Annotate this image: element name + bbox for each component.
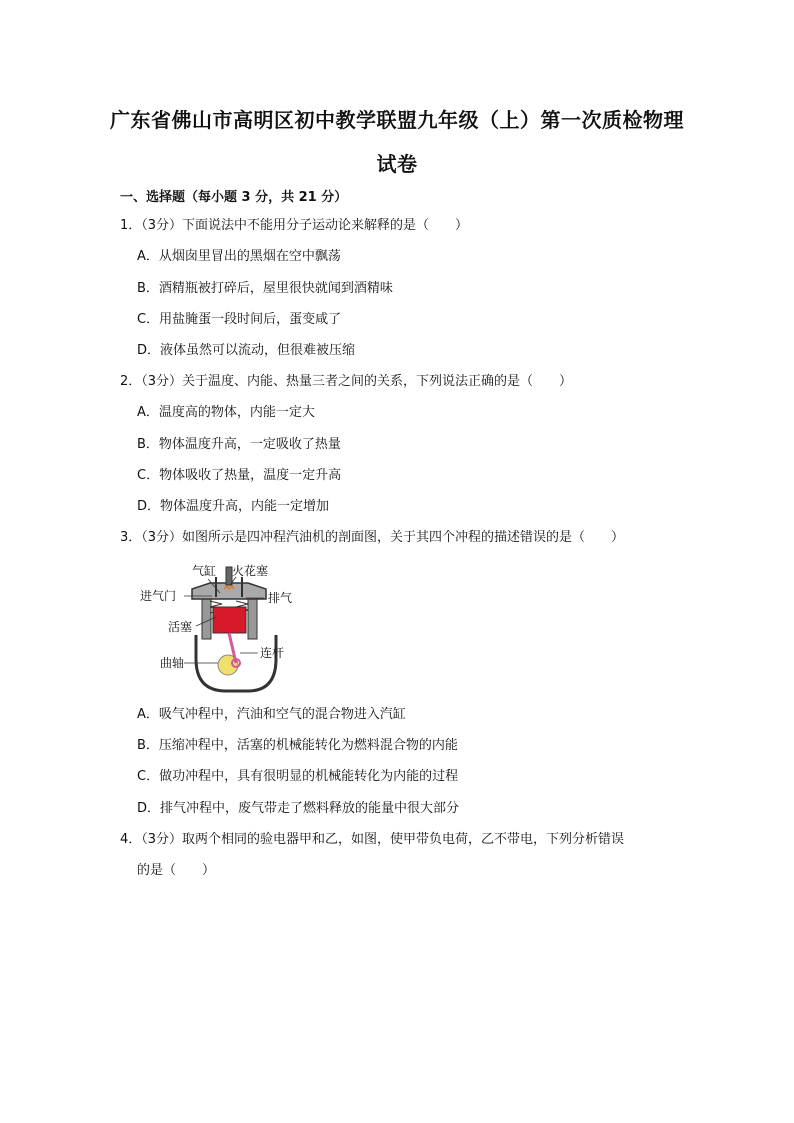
q2-option-d: D．物体温度升高，内能一定增加 bbox=[137, 499, 330, 514]
q2-option-b: B．物体温度升高，一定吸收了热量 bbox=[137, 437, 341, 452]
label-exhaust: 排气 bbox=[268, 591, 293, 605]
q3-option-b: B．压缩冲程中，活塞的机械能转化为燃料混合物的内能 bbox=[137, 738, 458, 753]
q1-option-b: B．酒精瓶被打碎后，屋里很快就闻到酒精味 bbox=[137, 281, 393, 296]
q1-option-a: A．从烟囱里冒出的黑烟在空中飘荡 bbox=[137, 249, 341, 264]
q2-option-a: A．温度高的物体，内能一定大 bbox=[137, 405, 315, 420]
cylinder-left-wall bbox=[202, 599, 211, 639]
paper-title-line-1: 广东省佛山市高明区初中教学联盟九年级（上）第一次质检物理 bbox=[110, 108, 684, 132]
piston bbox=[213, 607, 246, 633]
q2-option-c: C．物体吸收了热量，温度一定升高 bbox=[137, 468, 342, 483]
section-heading: 一、选择题（每小题 3 分，共 21 分） bbox=[120, 190, 348, 205]
q3-option-a: A．吸气冲程中，汽油和空气的混合物进入汽缸 bbox=[137, 707, 406, 722]
cylinder-right-wall bbox=[248, 599, 257, 639]
question-2-stem: 2．（3分）关于温度、内能、热量三者之间的关系，下列说法正确的是（ ） bbox=[120, 374, 573, 389]
label-rod: 连杆 bbox=[260, 646, 285, 660]
question-4-stem-continued: 的是（ ） bbox=[137, 863, 216, 878]
label-intake: 进气门 bbox=[140, 589, 177, 603]
engine-cross-section-figure bbox=[136, 563, 306, 698]
q1-option-c: C．用盐腌蛋一段时间后，蛋变咸了 bbox=[137, 312, 342, 327]
question-1-stem: 1．（3分）下面说法中不能用分子运动论来解释的是（ ） bbox=[120, 218, 469, 233]
question-3-stem: 3．（3分）如图所示是四冲程汽油机的剖面图，关于其四个冲程的描述错误的是（ ） bbox=[120, 530, 625, 545]
label-piston: 活塞 bbox=[168, 620, 193, 634]
label-cylinder: 气缸 bbox=[192, 564, 217, 578]
q1-option-d: D．液体虽然可以流动，但很难被压缩 bbox=[137, 343, 356, 358]
q3-option-c: C．做功冲程中，具有很明显的机械能转化为内能的过程 bbox=[137, 769, 459, 784]
question-4-stem: 4．（3分）取两个相同的验电器甲和乙，如图，使甲带负电荷，乙不带电，下列分析错误 bbox=[120, 832, 625, 847]
q3-option-d: D．排气冲程中，废气带走了燃料释放的能量中很大部分 bbox=[137, 801, 460, 816]
paper-title-line-2: 试卷 bbox=[376, 152, 418, 176]
label-spark-plug: 火花塞 bbox=[232, 564, 269, 578]
label-crankshaft: 曲轴 bbox=[160, 656, 185, 670]
